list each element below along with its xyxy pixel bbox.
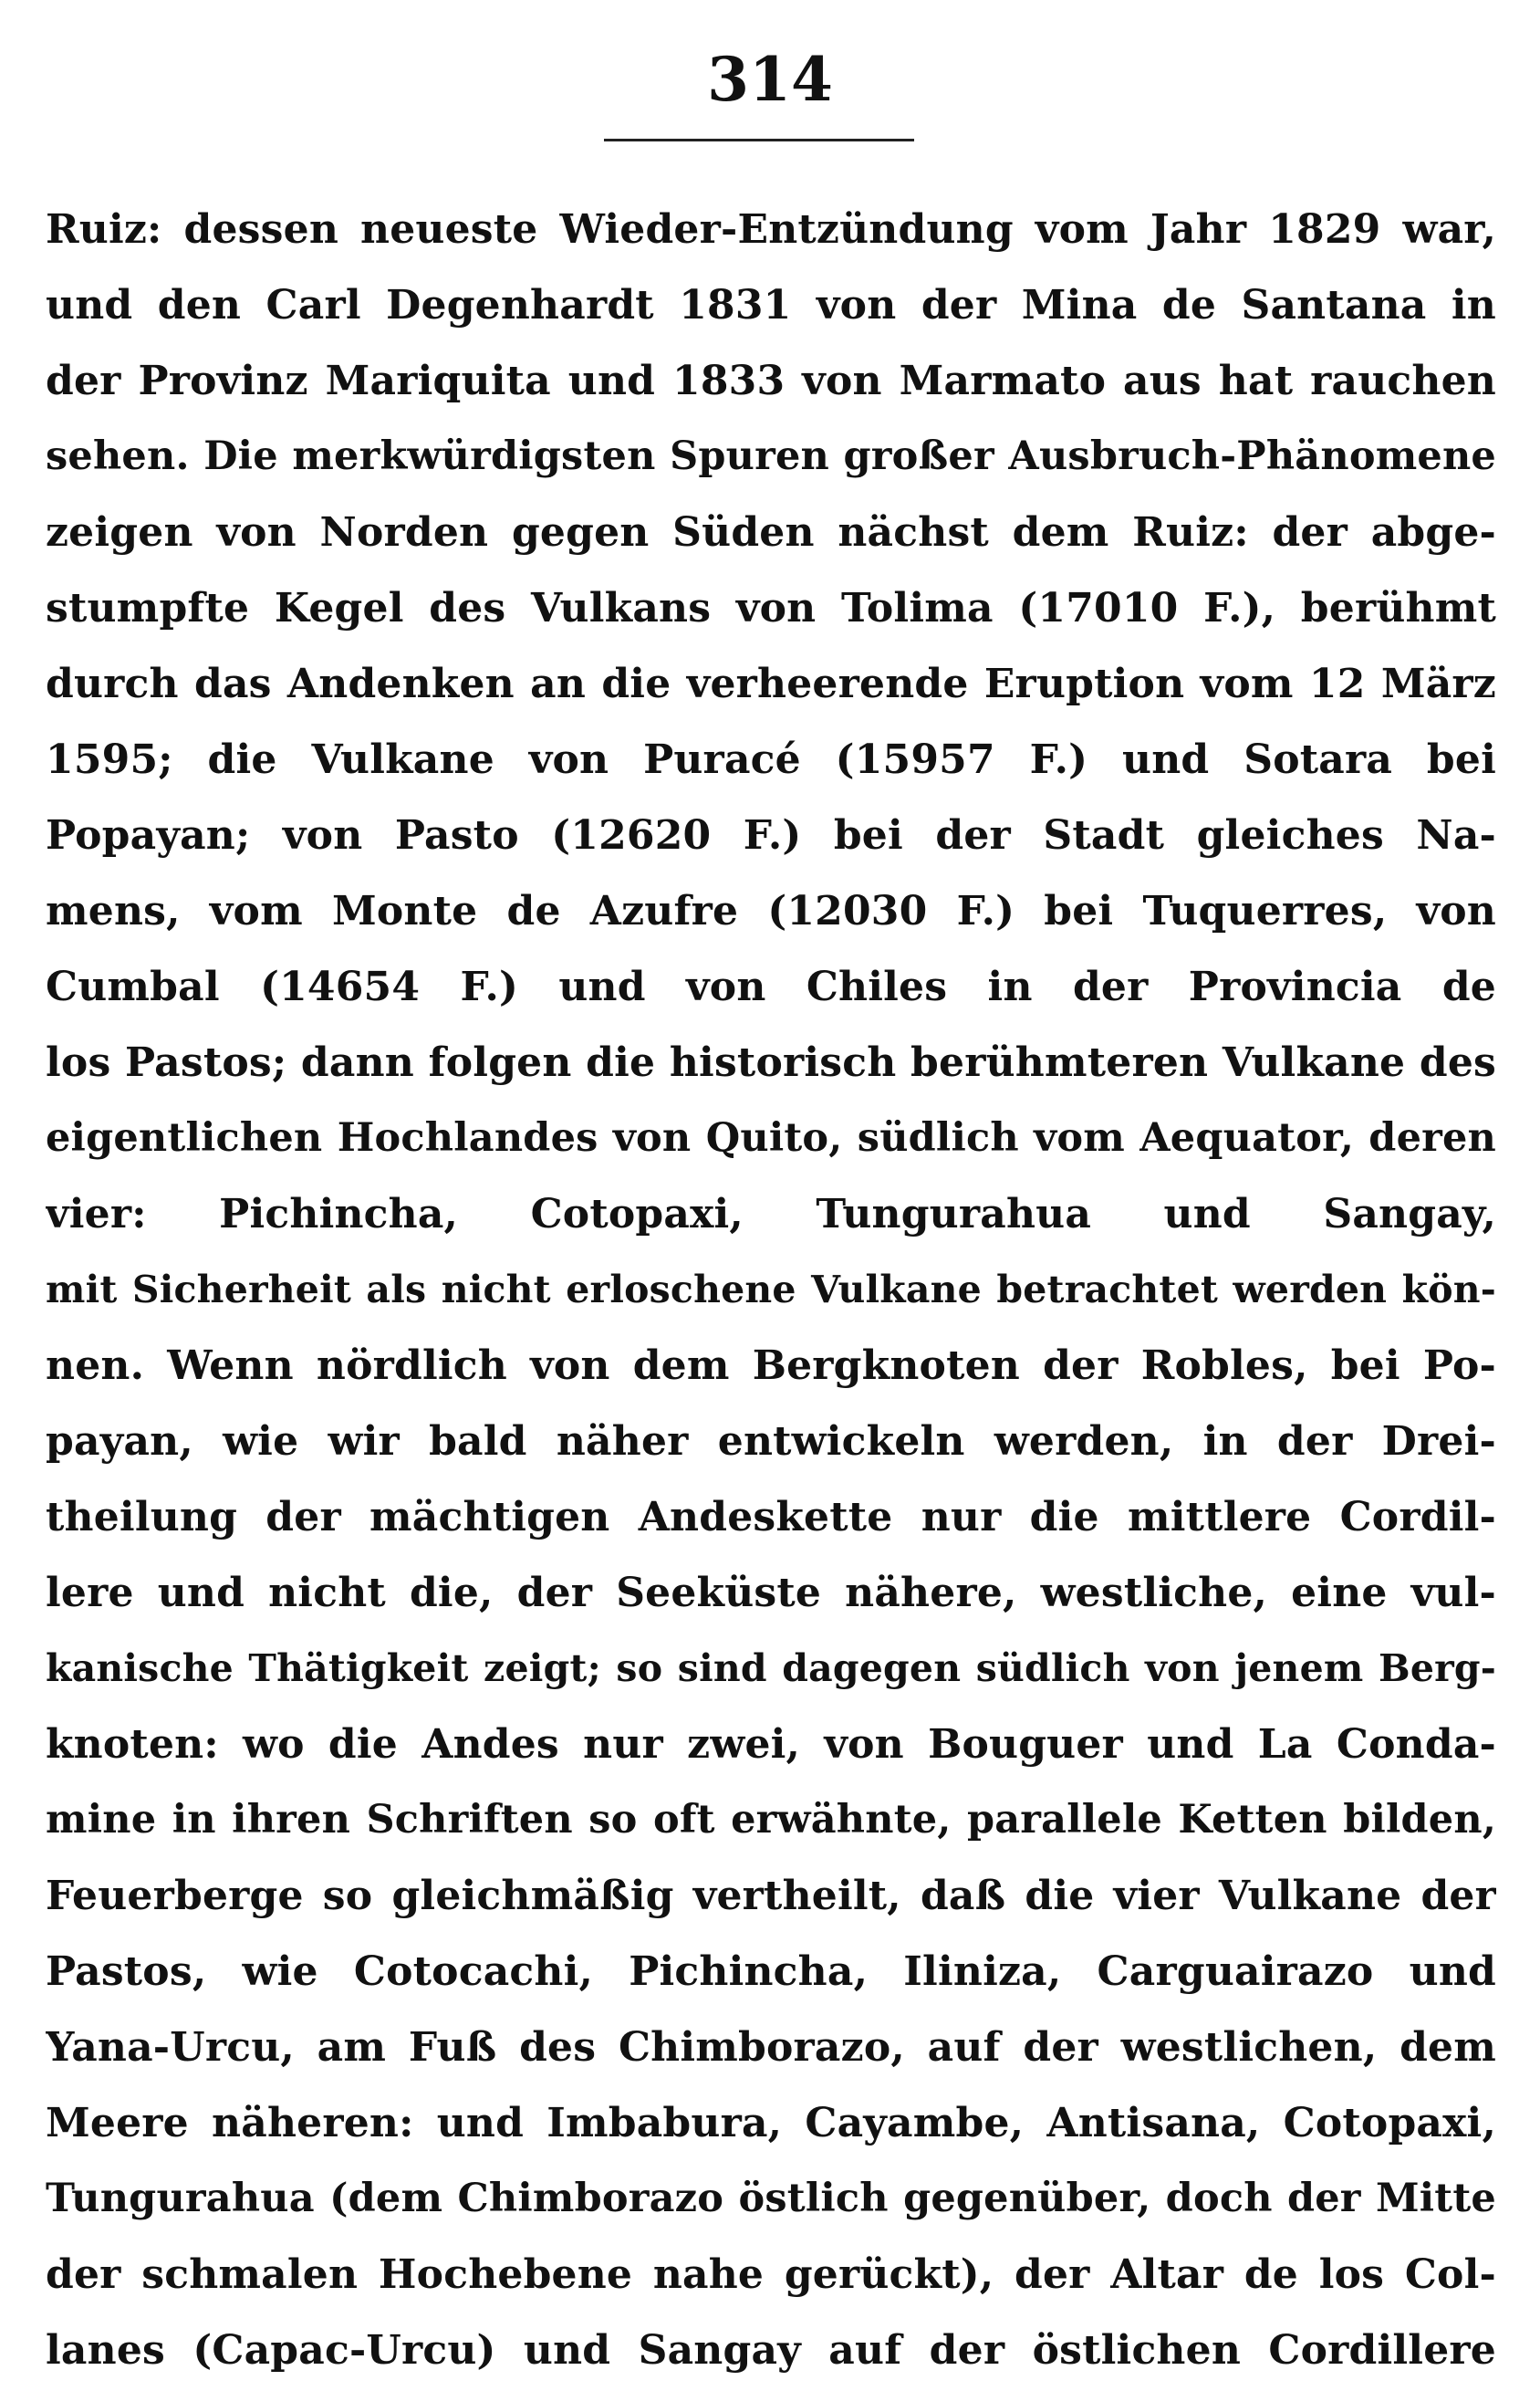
text-line: sehen. Die merkwürdigsten Spuren großer Ausbruch-Phänomene [46,433,1496,479]
text-line: Ruiz: dessen neueste Wieder-Entzündung vom Jahr 1829 war, [46,206,1496,253]
page-number: 314 [707,44,833,115]
text-line: Meere näheren: und Imbabura, Cayambe, Antisana, Cotopaxi, [46,2100,1496,2146]
text-line: 1595; die Vulkane von Puracé (15957 F.) und Sotara bei [46,736,1496,783]
text-line: durch das Andenken an die verheerende Eruption vom 12 März [46,661,1496,707]
text-line: payan, wie wir bald näher entwickeln werden, in der Drei- [46,1418,1496,1465]
text-line: mit Sicherheit als nicht erloschene Vulkane betrachtet werden kön- [46,1268,1496,1311]
text-line: Cumbal (14654 F.) und von Chiles in der Provincia de [46,964,1496,1010]
text-line: lanes (Capac-Urcu) und Sangay auf der östlichen Cordillere [46,2327,1496,2374]
text-line: stumpfte Kegel des Vulkans von Tolima (17010 F.), berühmt [46,585,1496,632]
body-text [46,192,1496,2388]
text-line: Feuerberge so gleichmäßig vertheilt, daß die vier Vulkane der [46,1873,1496,1919]
text-line: Pastos, wie Cotocachi, Pichincha, Iliniza, Carguairazo und [46,1948,1496,1995]
text-line: mine in ihren Schriften so oft erwähnte, parallele Ketten bilden, [46,1797,1496,1843]
text-line: Popayan; von Pasto (12620 F.) bei der Stadt gleiches Na- [46,812,1496,859]
header-rule [604,139,914,141]
text-line: kanische Thätigkeit zeigt; so sind dagegen südlich von jenem Berg- [46,1646,1496,1690]
text-line: los Pastos; dann folgen die historisch berühmteren Vulkane des [46,1039,1496,1086]
text-line: Yana-Urcu, am Fuß des Chimborazo, auf der westlichen, dem [46,2024,1496,2071]
text-line: vier: Pichincha, Cotopaxi, Tungurahua und Sangay, [46,1191,1496,1237]
text-line: knoten: wo die Andes nur zwei, von Bouguer und La Conda- [46,1721,1496,1768]
text-line: zeigen von Norden gegen Süden nächst dem Ruiz: der abge- [46,509,1496,556]
text-line: mens, vom Monte de Azufre (12030 F.) bei Tuquerres, von [46,888,1496,934]
text-line: theilung der mächtigen Andeskette nur die mittlere Cordil- [46,1494,1496,1540]
text-line: der schmalen Hochebene nahe gerückt), der Altar de los Col- [46,2251,1496,2298]
text-line: und den Carl Degenhardt 1831 von der Mina de Santana in [46,282,1496,329]
text-line: nen. Wenn nördlich von dem Bergknoten der Robles, bei Po- [46,1342,1496,1389]
text-line: Tungurahua (dem Chimborazo östlich gegenüber, doch der Mitte [46,2176,1496,2221]
text-line: lere und nicht die, der Seeküste nähere, westliche, eine vul- [46,1570,1496,1616]
text-line: der Provinz Mariquita und 1833 von Marmato aus hat rauchen [46,358,1496,404]
text-line: eigentlichen Hochlandes von Quito, südlich vom Aequator, deren [46,1115,1496,1161]
